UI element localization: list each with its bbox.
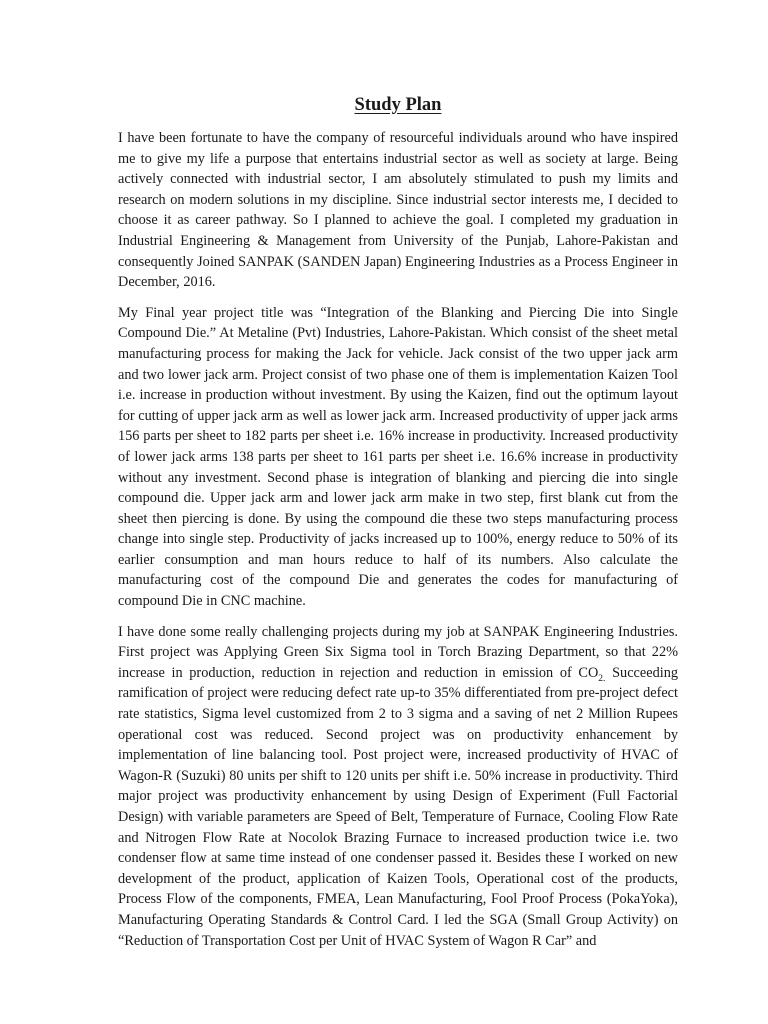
paragraph-final-year-project: My Final year project title was “Integration of the Blanking and Piercing Die into Single Compound Die.” At Metaline (Pvt) Industries, Lahore-Pakistan. Which consist of the sheet metal manufacturing process for making the Jack for vehicle. Jack consist of the two upper jack arm and two lower jack arm. Project consist of two phase one of them is implementation Kaizen Tool i.e. increase in production without investment. By using the Kaizen, find out the optimum layout for cutting of upper jack arm as well as lower jack arm. Increased productivity of upper jack arms 156 parts per sheet to 182 parts per sheet i.e. 16% increase in productivity. Increased productivity of lower jack arms 138 parts per sheet to 161 parts per sheet i.e. 16.6% increase in productivity without any investment. Second phase is integration of blanking and piercing die into single compound die. Upper jack arm and lower jack arm make in two step, first blank cut from the sheet then piercing is done. By using the compound die these two steps manufacturing process change into single step. Productivity of jacks increased up to 100%, energy reduce to 50% of its earlier consumption and man hours reduce to half of its numbers. Also calculate the manufacturing cost of the compound Die and generates the codes for manufacturing of compound Die in CNC machine.: [118, 304, 678, 610]
document-page: [118, 92, 678, 961]
paragraph-sanpak-text-start: I have done some really challenging projects during my job at SANPAK Engineering Industries. First project was Applying Green Six Sigma tool in Torch Brazing Department, so that 22% increase in production, reduction in rejection and reduction in emission of CO: [118, 623, 678, 681]
document-title: Study Plan: [354, 95, 442, 115]
co2-subscript: 2.: [598, 673, 606, 684]
paragraph-sanpak-projects: [118, 622, 678, 952]
paragraph-sanpak-text-end: Succeeding ramification of project were reducing defect rate up-to 35% differentiated from pre-project defect rate statistics, Sigma level customized from 2 to 3 sigma and a saving of net 2 Million Rupees operational cost was reduced. Second project was on productivity enhancement by implementation of line balancing tool. Post project were, increased productivity of HVAC of Wagon-R (Suzuki) 80 units per shift to 120 units per shift i.e. 50% increase in productivity. Third major project was productivity enhancement by using Design of Experiment (Full Factorial Design) with variable parameters are Speed of Belt, Temperature of Furnace, Cooling Flow Rate and Nitrogen Flow Rate at Nocolok Brazing Furnace to increased production twice i.e. two condenser flow at same time instead of one condenser passed it. Besides these I worked on new development of the product, application of Kaizen Tools, Operational cost of the products, Process Flow of the components, FMEA, Lean Manufacturing, Fool Proof Process (PokaYoka), Manufacturing Operating Standards & Control Card. I led the SGA (Small Group Activity) on “Reduction of Transportation Cost per Unit of HVAC System of Wagon R Car” and: [118, 664, 678, 949]
paragraph-intro: I have been fortunate to have the company of resourceful individuals around who have inspired me to give my life a purpose that entertains industrial sector as well as society at large. Being actively connected with industrial sector, I am absolutely stimulated to push my limits and research on modern solutions in my discipline. Since industrial sector interests me, I decided to choose it as career pathway. So I planned to achieve the goal. I completed my graduation in Industrial Engineering & Management from University of the Punjab, Lahore-Pakistan and consequently Joined SANPAK (SANDEN Japan) Engineering Industries as a Process Engineer in December, 2016.: [118, 130, 678, 291]
